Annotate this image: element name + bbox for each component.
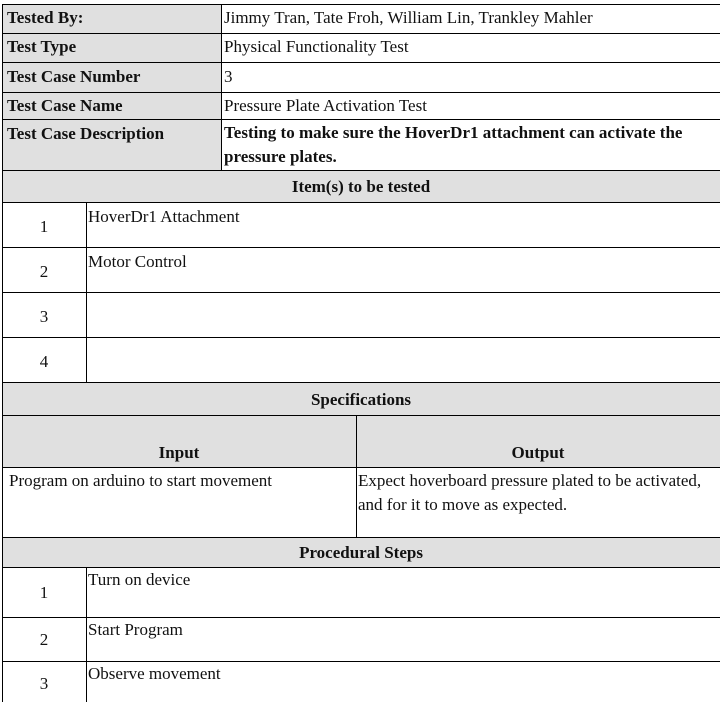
test-type-label: Test Type	[7, 37, 77, 56]
step-1-text: Turn on device	[88, 570, 191, 589]
description-value: Testing to make sure the HoverDr1 attachment can activate the pressure plates.	[224, 123, 683, 166]
item-row-3-number: 3	[39, 307, 49, 326]
case-number-label: Test Case Number	[7, 67, 141, 86]
input-column-header: Input	[2, 415, 356, 467]
items-section-title: Item(s) to be tested	[2, 170, 720, 202]
item-row-1-number: 1	[39, 217, 49, 236]
description-label: Test Case Description	[7, 124, 165, 143]
output-column-header: Output	[356, 415, 720, 467]
specifications-section-title: Specifications	[2, 382, 720, 415]
step-3-number: 3	[39, 674, 49, 693]
item-row-1-text: HoverDr1 Attachment	[88, 207, 240, 226]
tested-by-label: Tested By:	[7, 8, 84, 27]
item-row-3-text	[86, 292, 720, 337]
case-name-label: Test Case Name	[7, 96, 123, 115]
item-row-2-number: 2	[39, 262, 49, 281]
step-1-number: 1	[39, 583, 49, 602]
item-row-4-text	[86, 337, 720, 382]
case-name-value: Pressure Plate Activation Test	[224, 96, 427, 115]
output-value: Expect hoverboard pressure plated to be activated, and for it to move as expected.	[358, 471, 702, 514]
step-2-number: 2	[39, 630, 49, 649]
item-row-4-number: 4	[39, 352, 49, 371]
step-2-text: Start Program	[88, 620, 183, 639]
steps-section-title: Procedural Steps	[2, 537, 720, 567]
input-value: Program on arduino to start movement	[9, 471, 272, 490]
test-type-value: Physical Functionality Test	[224, 37, 409, 56]
item-row-2-text: Motor Control	[88, 252, 187, 271]
case-number-value: 3	[224, 67, 233, 86]
step-3-text: Observe movement	[88, 664, 221, 683]
tested-by-value: Jimmy Tran, Tate Froh, William Lin, Trankley Mahler	[224, 8, 593, 27]
